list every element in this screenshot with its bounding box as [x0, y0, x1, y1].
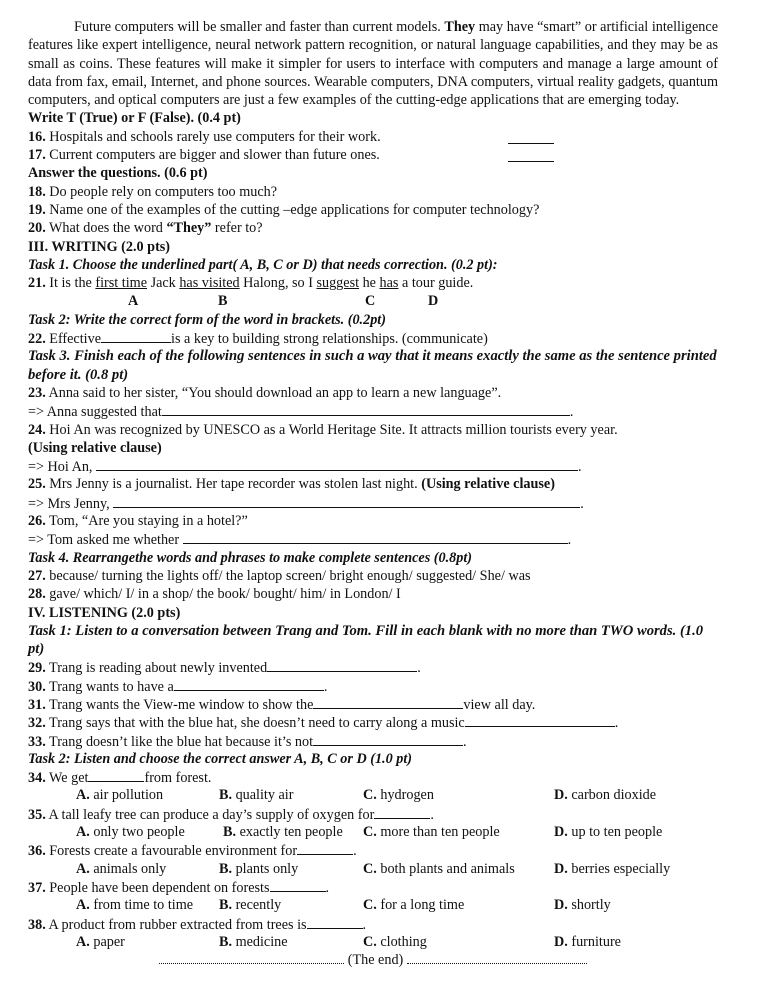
question-32: 32. Trang says that with the blue hat, she doesn’t need to carry along a music .	[28, 715, 619, 732]
q25-answer-blank[interactable]	[113, 494, 580, 508]
q34-options	[28, 786, 718, 804]
question-37: 37. People have been dependent on forests .	[28, 879, 330, 896]
answer-heading: Answer the questions. (0.6 pt)	[28, 165, 208, 182]
q24-answer-blank[interactable]	[96, 457, 578, 471]
q36-option-b[interactable]: B. plants only	[219, 860, 299, 877]
q21-letter-d: D	[428, 293, 439, 310]
q26-number: 26.	[28, 513, 46, 530]
q38-options	[28, 933, 718, 951]
q34-answer-blank[interactable]	[88, 768, 144, 782]
question-24	[28, 421, 718, 439]
q31-number: 31.	[28, 696, 46, 713]
passage-text-1: Future computers will be smaller and faster than current models.	[74, 19, 445, 35]
question-22	[28, 329, 718, 347]
q34-text-2: from forest.	[144, 770, 212, 787]
listening-heading: IV. LISTENING (2.0 pts)	[28, 604, 181, 621]
q20-bold-they: “They”	[166, 220, 212, 237]
q38-answer-blank[interactable]	[307, 915, 363, 929]
q34-text-1: We get	[45, 770, 89, 787]
writing-task2-heading: Task 2: Write the correct form of the word in brackets. (0.2pt)	[28, 311, 386, 328]
q23-answer-blank[interactable]	[162, 402, 570, 416]
q22-number: 22.	[28, 331, 46, 348]
q19-number: 19.	[28, 201, 46, 218]
q21-letter-a: A	[128, 293, 139, 310]
q21-underlined-c[interactable]: suggest	[316, 275, 360, 292]
writing-task1-heading: Task 1. Choose the underlined part( A, B, C or D) that needs correction. (0.2 pt):	[28, 256, 498, 273]
q37-option-b[interactable]: B. recently	[219, 897, 282, 914]
question-18	[28, 183, 718, 201]
question-25	[28, 475, 718, 493]
question-27	[28, 567, 718, 585]
q34-number: 34.	[28, 770, 46, 787]
q25-hint: (Using relative clause)	[421, 476, 555, 493]
q20-text-2: refer to?	[211, 220, 263, 237]
q36-number: 36.	[28, 843, 46, 860]
q17-answer-blank[interactable]	[508, 146, 554, 162]
question-17	[28, 146, 718, 164]
q36-answer-blank[interactable]	[297, 841, 353, 855]
q25-answer-prefix: => Mrs Jenny,	[28, 495, 114, 512]
q35-options	[28, 823, 718, 841]
q21-number: 21.	[28, 275, 46, 292]
q24-number: 24.	[28, 421, 46, 438]
q30-number: 30.	[28, 678, 46, 695]
q18-text: Do people rely on computers too much?	[45, 183, 278, 200]
q21-underlined-b[interactable]: has visited	[179, 275, 240, 292]
question-28	[28, 585, 718, 603]
q37-option-a[interactable]: A. from time to time	[76, 897, 194, 914]
q36-option-c[interactable]: C. both plants and animals	[363, 860, 515, 877]
q27-text: because/ turning the lights off/ the laptop screen/ bright enough/ suggested/ She/ was	[45, 567, 531, 584]
q19-text: Name one of the examples of the cutting –edge applications for computer technology?	[45, 201, 540, 218]
q38-text: A product from rubber extracted from trees is	[45, 916, 307, 933]
q16-number: 16.	[28, 128, 46, 145]
q30-answer-blank[interactable]	[174, 677, 324, 691]
q34-option-b[interactable]: B. quality air	[219, 787, 294, 804]
question-38: 38. A product from rubber extracted from trees is .	[28, 916, 367, 933]
footer-text: (The end)	[347, 952, 404, 969]
q38-option-c[interactable]: C. clothing	[363, 933, 427, 950]
q37-option-d[interactable]: D. shortly	[554, 897, 611, 914]
q21-text-a: It is the	[45, 275, 96, 292]
q24-answer-line: => Hoi An, .	[28, 459, 582, 476]
q31-text-1: Trang wants the View-me window to show the	[45, 696, 314, 713]
q31-answer-blank[interactable]	[313, 695, 463, 709]
q28-number: 28.	[28, 586, 46, 603]
q36-options	[28, 860, 718, 878]
q29-text: Trang is reading about newly invented	[45, 660, 268, 677]
q38-option-b[interactable]: B. medicine	[219, 933, 288, 950]
q17-number: 17.	[28, 147, 46, 164]
q21-text-c: Halong, so I	[239, 275, 317, 292]
q23-answer-line: => Anna suggested that .	[28, 404, 574, 421]
question-34	[28, 768, 718, 786]
q26-text: Tom, “Are you staying in a hotel?”	[45, 513, 248, 530]
q37-option-c[interactable]: C. for a long time	[363, 897, 465, 914]
q36-option-a[interactable]: A. animals only	[76, 860, 167, 877]
reading-passage	[28, 18, 718, 109]
question-35: 35. A tall leafy tree can produce a day’s supply of oxygen for .	[28, 806, 434, 823]
passage-bold-they: They	[444, 19, 476, 35]
q26-answer-prefix: => Tom asked me whether	[28, 532, 183, 549]
question-33: 33. Trang doesn’t like the blue hat because it’s not .	[28, 733, 467, 750]
listening-task2-heading: Task 2: Listen and choose the correct answer A, B, C or D (1.0 pt)	[28, 750, 412, 767]
footer-dots-left	[159, 951, 344, 964]
q33-number: 33.	[28, 733, 46, 750]
q27-number: 27.	[28, 567, 46, 584]
q29-answer-blank[interactable]	[267, 658, 417, 672]
q26-answer-blank[interactable]	[183, 530, 568, 544]
q34-option-d[interactable]: D. carbon dioxide	[554, 787, 657, 804]
question-36: 36. Forests create a favourable environment for .	[28, 843, 357, 860]
q38-number: 38.	[28, 916, 46, 933]
question-16	[28, 128, 718, 146]
q17-text: Current computers are bigger and slower than future ones.	[45, 147, 380, 164]
q24-text: Hoi An was recognized by UNESCO as a World Heritage Site. It attracts million tourists every year.	[45, 421, 618, 438]
q21-underlined-d[interactable]: has	[379, 275, 399, 292]
q22-text-1: Effective	[45, 331, 102, 348]
writing-task3-heading: Task 3. Finish each of the following sentences in such a way that it means exactly the same as the sentence printed before it. (0.8 pt)	[28, 348, 717, 383]
q16-text: Hospitals and schools rarely use computers for their work.	[45, 128, 381, 145]
q25-text: Mrs Jenny is a journalist. Her tape recorder was stolen last night.	[45, 476, 422, 493]
q35-answer-blank[interactable]	[374, 805, 430, 819]
q33-text: Trang doesn’t like the blue hat because it’s not	[45, 733, 314, 750]
q21-text-d: he	[359, 275, 380, 292]
q37-answer-blank[interactable]	[270, 878, 326, 892]
q37-text: People have been dependent on forests	[45, 879, 270, 896]
q35-option-d[interactable]: D. up to ten people	[554, 824, 663, 841]
q23-answer-prefix: => Anna suggested that	[28, 404, 162, 421]
q35-option-c[interactable]: C. more than ten people	[363, 824, 500, 841]
writing-task4-heading: Task 4. Rearrangethe words and phrases to make complete sentences (0.8pt)	[28, 549, 473, 566]
q22-answer-blank[interactable]	[101, 329, 171, 343]
q37-options	[28, 896, 718, 914]
q22-text-2: is a key to building strong relationships. (communicate)	[171, 331, 488, 348]
q32-text: Trang says that with the blue hat, she doesn’t need to carry along a music	[45, 715, 465, 732]
q33-answer-blank[interactable]	[313, 732, 463, 746]
q21-letter-b: B	[218, 293, 228, 310]
tf-heading: Write T (True) or F (False). (0.4 pt)	[28, 110, 241, 127]
worksheet-page	[28, 18, 718, 969]
q21-text-e: a tour guide.	[398, 275, 474, 292]
q36-option-d[interactable]: D. berries especially	[554, 860, 671, 877]
q30-text: Trang wants to have a	[45, 678, 174, 695]
question-23	[28, 384, 718, 402]
q34-option-c[interactable]: C. hydrogen	[363, 787, 434, 804]
q21-text-b: Jack	[147, 275, 180, 292]
question-21	[28, 274, 718, 292]
q32-answer-blank[interactable]	[465, 713, 615, 727]
q20-text-1: What does the word	[45, 220, 167, 237]
q35-text: A tall leafy tree can produce a day’s supply of oxygen for	[45, 806, 375, 823]
q21-letter-c: C	[365, 293, 376, 310]
q35-option-b[interactable]: B. exactly ten people	[223, 824, 343, 841]
question-31	[28, 695, 718, 713]
q31-text-2: view all day.	[463, 696, 536, 713]
q37-number: 37.	[28, 879, 46, 896]
listening-task1-heading: Task 1: Listen to a conversation between Trang and Tom. Fill in each blank with no more than TWO words. (1.0 pt)	[28, 622, 704, 658]
q21-option-letters	[28, 292, 718, 310]
q32-number: 32.	[28, 715, 46, 732]
q21-underlined-a[interactable]: first time	[95, 275, 148, 292]
q38-option-a[interactable]: A. paper	[76, 933, 125, 950]
footer-dots-right	[407, 951, 587, 964]
q25-number: 25.	[28, 476, 46, 493]
q18-number: 18.	[28, 183, 46, 200]
end-footer	[28, 951, 718, 969]
question-30: 30. Trang wants to have a .	[28, 678, 328, 695]
q38-option-d[interactable]: D. furniture	[554, 933, 621, 950]
q28-text: gave/ which/ I/ in a shop/ the book/ bought/ him/ in London/ I	[45, 586, 401, 603]
q23-number: 23.	[28, 384, 46, 401]
q23-text: Anna said to her sister, “You should download an app to learn a new language”.	[45, 384, 502, 401]
writing-heading: III. WRITING (2.0 pts)	[28, 238, 171, 255]
q35-option-a[interactable]: A. only two people	[76, 824, 185, 841]
q26-answer-line: => Tom asked me whether .	[28, 532, 572, 549]
q20-number: 20.	[28, 220, 46, 237]
q24-hint: (Using relative clause)	[28, 439, 162, 456]
q36-text: Forests create a favourable environment for	[45, 843, 298, 860]
question-20	[28, 219, 718, 237]
question-19	[28, 201, 718, 219]
q25-answer-line: => Mrs Jenny, .	[28, 495, 584, 512]
q29-number: 29.	[28, 660, 46, 677]
question-29: 29. Trang is reading about newly invented .	[28, 660, 421, 677]
passage-text-2: may have “smart” or artificial intelligence features like expert intelligence, neural network pattern recognition, or natural language capabilities, and they may be as small as coins. These features will make it simpler for users to interface with computers and manage a large amount of data from fax, email, Internet, and phone sources. Wearable computers, DNA computers, virtual reality gadgets, quantum computers, and optical computers are just a few examples of the cutting-edge applications that are emerging today.	[28, 19, 718, 109]
q24-answer-prefix: => Hoi An,	[28, 459, 97, 476]
q35-number: 35.	[28, 806, 46, 823]
question-26	[28, 512, 718, 530]
q34-option-a[interactable]: A. air pollution	[76, 787, 164, 804]
q16-answer-blank[interactable]	[508, 128, 554, 144]
